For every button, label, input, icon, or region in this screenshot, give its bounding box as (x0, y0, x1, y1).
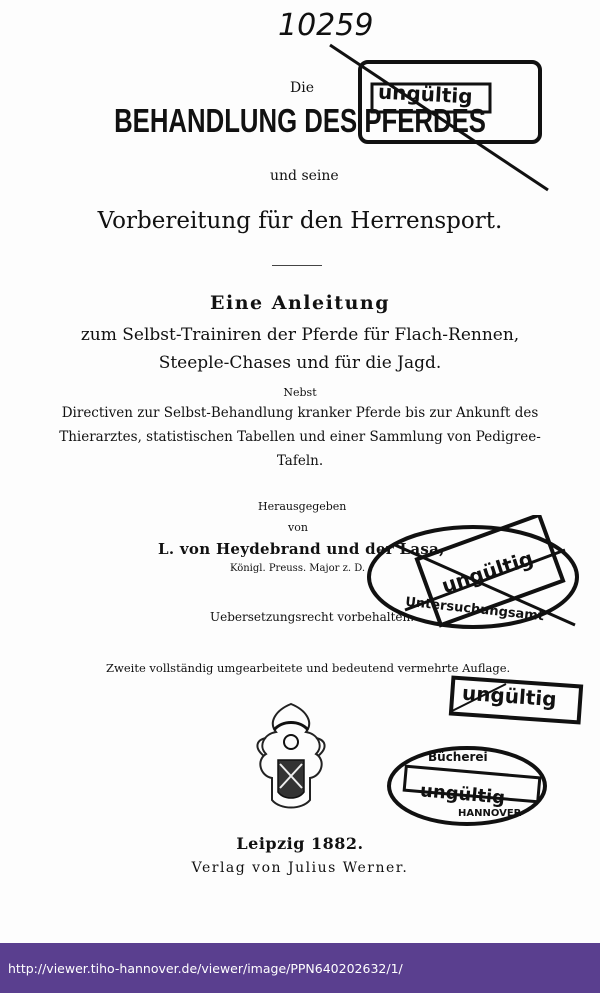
line-und-seine: und seine (270, 168, 339, 184)
rights-reserved: Uebersetzungsrecht vorbehalten. (210, 610, 415, 624)
stamp-library-bottom: HANNOVER (458, 808, 522, 819)
description-line-2: Steeple-Chases und für die Jagd. (158, 353, 442, 373)
coat-of-arms-icon (246, 700, 336, 815)
author: L. von Heydebrand und der Lasa, (158, 540, 445, 558)
publisher: Verlag von Julius Werner. (191, 860, 409, 876)
author-rank: Königl. Preuss. Major z. D. (230, 563, 366, 574)
stamp-oval-label: ungültig (438, 545, 537, 599)
line-die: Die (290, 80, 314, 96)
directives-line-1: Directiven zur Selbst-Behandlung kranker Pferde bis zur Ankunft des (61, 405, 539, 421)
stamp-right-label: ungültig (461, 680, 558, 712)
url-status-bar (0, 943, 600, 993)
title-main: BEHANDLUNG DES PFERDES (114, 102, 486, 139)
stamp-top-label: ungültig (377, 79, 474, 109)
stamp-oval-bottom-text: Untersuchungsamt (404, 594, 545, 625)
place-year: Leipzig 1882. (236, 834, 364, 853)
heading-anleitung: Eine Anleitung (210, 292, 390, 314)
herausgegeben: Herausgegeben (258, 500, 347, 513)
status-url[interactable]: http://viewer.tiho-hannover.de/viewer/image/PPN640202632/1/ (8, 960, 403, 976)
stamp-library-top: Bücherei (428, 750, 488, 764)
description-line-1: zum Selbst-Trainiren der Pferde für Flach-Rennen, (80, 325, 520, 345)
directives-line-3: Tafeln. (276, 453, 324, 469)
von: von (288, 521, 308, 534)
directives-line-2: Thierarztes, statistischen Tabellen und einer Sammlung von Pedigree- (59, 429, 541, 445)
handwritten-number: 10259 (278, 8, 374, 43)
divider-rule (272, 265, 322, 266)
stamp-library-label: ungültig (419, 780, 506, 809)
stamp-top-ungueltig (320, 40, 560, 200)
nebst: Nebst (283, 386, 317, 399)
subtitle: Vorbereitung für den Herrensport. (97, 208, 503, 234)
edition-note: Zweite vollständig umgearbeitete und bedeutend vermehrte Auflage. (106, 661, 511, 675)
